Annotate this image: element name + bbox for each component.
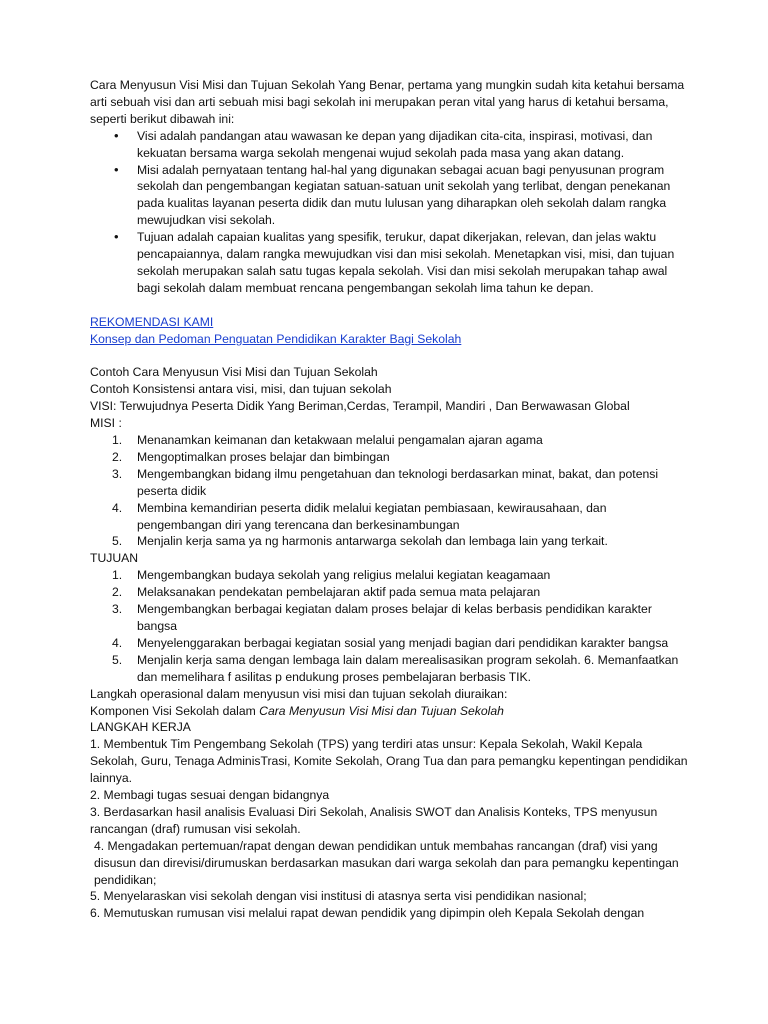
intro-text: Yang Benar, pertama yang mungkin sudah kita ketahui bersama arti sebuah visi dan arti sebuah misi bagi sekolah ini merupakan peran vital yang harus di ketahui bersama, seperti berikut dibawah ini:: [90, 78, 685, 126]
step-item: 3. Berdasarkan hasil analisis Evaluasi Diri Sekolah, Analisis SWOT dan Analisis Konteks, TPS menyusun rancangan (draf) rumusan visi sekolah.: [90, 804, 658, 836]
document-page: [90, 77, 690, 922]
step-item: 4. Mengadakan pertemuan/rapat dengan dewan pendidikan untuk membahas rancangan (draf) visi yang disusun dan direvisi/dirumuskan berdasarkan masukan dari warga sekolah dan para pemangku kepentingan pendidikan;: [94, 838, 679, 887]
list-item: 1. Mengembangkan budaya sekolah yang religius melalui kegiatan keagamaan: [112, 568, 551, 583]
definition-list: [90, 128, 690, 297]
step-item: 5. Menyelaraskan visi sekolah dengan visi institusi di atasnya serta visi pendidikan nasional;: [90, 889, 587, 904]
intro-paragraph: [90, 77, 690, 128]
visi-text: VISI: Terwujudnya Peserta Didik Yang Beriman,Cerdas, Terampil, Mandiri , Dan Berwawasan Global: [90, 399, 630, 414]
komponen-line: Komponen Visi Sekolah dalam Cara Menyusun Visi Misi dan Tujuan Sekolah: [90, 703, 504, 718]
example-subtitle: Contoh Konsistensi antara visi, misi, dan tujuan sekolah: [90, 382, 392, 397]
step-item: 6. Memutuskan rumusan visi melalui rapat dewan pendidik yang dipimpin oleh Kepala Sekolah dengan: [90, 906, 645, 921]
list-item: 4. Membina kemandirian peserta didik melalui kegiatan pembiasaan, kewirausahaan, dan pengembangan diri yang terencana dan berkesinambungan: [112, 500, 607, 532]
list-item: • Tujuan adalah capaian kualitas yang spesifik, terukur, dapat dikerjakan, relevan, dan jelas waktu pencapaiannya, dalam rangka mewujudkan visi dan misi sekolah. Menetapkan visi, misi, dan tujuan sekolah merupakan salah satu tugas kepala sekolah. Visi dan misi sekolah merupakan tahap awal bagi sekolah dalam membuat rencana pengembangan sekolah lima tahun ke depan.: [90, 229, 690, 297]
list-item: • Visi adalah pandangan atau wawasan ke depan yang dijadikan cita-cita, inspirasi, motivasi, dan kekuatan bersama warga sekolah mengenai wujud sekolah pada masa yang akan datang.: [90, 128, 690, 162]
list-item: 2. Melaksanakan pendekatan pembelajaran aktif pada semua mata pelajaran: [112, 585, 541, 600]
list-item: 3. Mengembangkan bidang ilmu pengetahuan dan teknologi berdasarkan minat, bakat, dan potensi peserta didik: [112, 466, 659, 498]
article-link[interactable]: Konsep dan Pedoman Penguatan Pendidikan Karakter Bagi Sekolah: [90, 331, 462, 346]
list-item: 4. Menyelenggarakan berbagai kegiatan sosial yang menjadi bagian dari pendidikan karakter bangsa: [112, 635, 669, 650]
langkah-label: LANGKAH KERJA: [90, 720, 191, 735]
misi-label: MISI :: [90, 416, 122, 431]
list-item: 2. Mengoptimalkan proses belajar dan bimbingan: [112, 449, 390, 464]
operational-line: Langkah operasional dalam menyusun visi misi dan tujuan sekolah diuraikan:: [90, 686, 508, 701]
steps-section: [90, 686, 690, 923]
misi-list: [90, 432, 690, 550]
tujuan-label: TUJUAN: [90, 551, 139, 566]
list-item: 1. Menanamkan keimanan dan ketakwaan melalui pengamalan ajaran agama: [112, 433, 543, 447]
list-item: • Misi adalah pernyataan tentang hal-hal yang digunakan sebagai acuan bagi penyusunan program sekolah dan pengembangan kegiatan satuan-satuan unit sekolah yang terlibat, dengan penekanan pada kualitas layanan peserta didik dan mutu lulusan yang diharapkan oleh sekolah dalam rangka mewujudkan visi sekolah.: [90, 162, 690, 230]
step-item: 2. Membagi tugas sesuai dengan bidangnya: [90, 788, 330, 803]
list-item: 3. Mengembangkan berbagai kegiatan dalam proses belajar di kelas berbasis pendidikan karakter bangsa: [112, 602, 652, 633]
example-title: Contoh Cara Menyusun Visi Misi dan Tujuan Sekolah: [90, 365, 378, 380]
list-item: 5. Menjalin kerja sama ya ng harmonis antarwarga sekolah dan lembaga lain yang terkait.: [112, 534, 608, 549]
list-item: 5. Menjalin kerja sama dengan lembaga lain dalam merealisasikan program sekolah. 6. Memanfaatkan dan memelihara f asilitas p endukung proses pembelajaran berbasis TIK.: [112, 652, 679, 684]
intro-lead: Cara Menyusun Visi Misi dan Tujuan Sekolah: [90, 78, 336, 92]
tujuan-list: [90, 567, 690, 685]
step-item: 1. Membentuk Tim Pengembang Sekolah (TPS) yang terdiri atas unsur: Kepala Sekolah, Wakil Kepala Sekolah, Guru, Tenaga AdminisTrasi, Komite Sekolah, Orang Tua dan para pemangku kepentingan pendidikan lainnya.: [90, 737, 688, 786]
recommend-link[interactable]: REKOMENDASI KAMI: [90, 314, 214, 329]
